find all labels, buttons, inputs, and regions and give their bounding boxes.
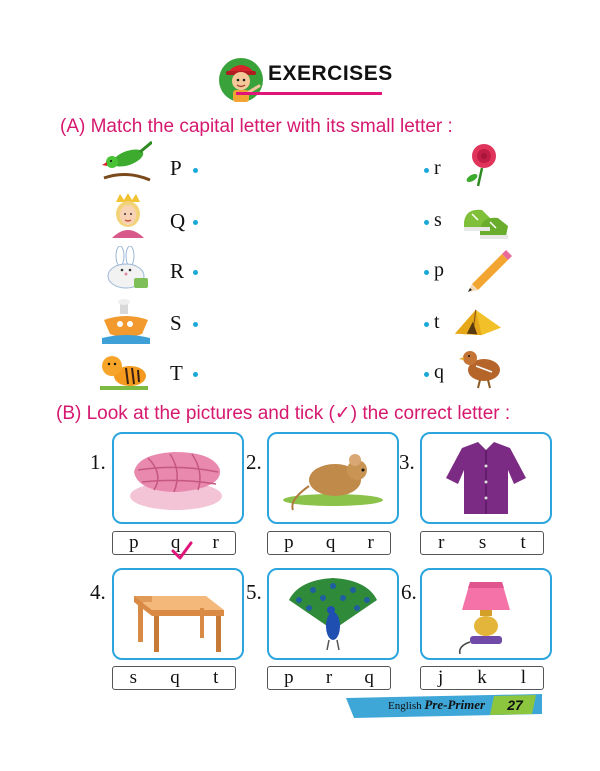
table-icon bbox=[114, 570, 242, 658]
capital-letter: Q bbox=[170, 209, 186, 233]
lamp-icon bbox=[422, 570, 550, 658]
peacock-icon bbox=[269, 570, 397, 658]
picture-box bbox=[267, 568, 399, 660]
shirt-icon bbox=[422, 434, 550, 522]
match-dot-left[interactable] bbox=[193, 220, 198, 225]
quail-bird-icon bbox=[456, 344, 508, 390]
title-underline bbox=[236, 92, 382, 95]
option-letter[interactable]: k bbox=[477, 667, 487, 688]
small-letter: r bbox=[434, 157, 441, 179]
picture-box bbox=[112, 568, 244, 660]
option-letter[interactable]: q bbox=[170, 532, 181, 553]
option-letter[interactable]: t bbox=[213, 667, 219, 688]
option-letter[interactable]: r bbox=[367, 532, 374, 553]
picture-box bbox=[420, 568, 552, 660]
picture-box bbox=[420, 432, 552, 524]
option-letter[interactable]: j bbox=[437, 667, 444, 688]
option-box bbox=[267, 531, 391, 555]
tick-mark-icon bbox=[170, 540, 194, 562]
rabbit-icon bbox=[100, 246, 152, 292]
small-letter: p bbox=[434, 259, 444, 281]
option-box bbox=[112, 666, 236, 690]
book-prefix: English bbox=[388, 700, 422, 712]
option-letter[interactable]: r bbox=[325, 667, 333, 688]
ship-icon bbox=[100, 298, 152, 344]
match-dot-left[interactable] bbox=[193, 168, 198, 173]
item-number: 1. bbox=[90, 450, 106, 474]
page-number: 27 bbox=[507, 697, 523, 713]
match-dot-left[interactable] bbox=[193, 322, 198, 327]
item-number: 4. bbox=[90, 580, 106, 604]
item-number: 3. bbox=[399, 450, 415, 474]
option-letter[interactable]: q bbox=[170, 667, 180, 688]
option-letter[interactable]: r bbox=[438, 532, 445, 553]
capital-letter: T bbox=[170, 361, 183, 385]
capital-letter: R bbox=[170, 259, 185, 283]
option-letter[interactable]: q bbox=[325, 532, 336, 553]
capital-letter: S bbox=[170, 311, 182, 335]
page-title: EXERCISES bbox=[268, 62, 393, 85]
match-dot-right[interactable] bbox=[424, 220, 429, 225]
picture-box bbox=[267, 432, 399, 524]
match-dot-right[interactable] bbox=[424, 372, 429, 377]
tent-icon bbox=[452, 298, 504, 344]
match-dot-right[interactable] bbox=[424, 322, 429, 327]
quilt-icon bbox=[114, 434, 242, 522]
option-letter[interactable]: p bbox=[284, 532, 294, 553]
small-letter: t bbox=[434, 311, 440, 333]
option-box bbox=[420, 531, 544, 555]
small-letter: s bbox=[434, 209, 442, 231]
match-dot-right[interactable] bbox=[424, 270, 429, 275]
option-letter[interactable]: l bbox=[520, 667, 526, 688]
match-dot-left[interactable] bbox=[193, 270, 198, 275]
capital-letter: P bbox=[170, 156, 182, 180]
option-letter[interactable]: p bbox=[284, 667, 294, 688]
queen-icon bbox=[102, 192, 154, 238]
match-dot-right[interactable] bbox=[424, 168, 429, 173]
rose-icon bbox=[460, 142, 512, 188]
shoes-icon bbox=[460, 196, 512, 242]
option-letter[interactable]: s bbox=[478, 532, 487, 553]
match-dot-left[interactable] bbox=[193, 372, 198, 377]
book-title bbox=[388, 697, 485, 713]
option-letter[interactable]: s bbox=[129, 667, 138, 688]
book-name: Pre-Primer bbox=[424, 697, 486, 712]
picture-box bbox=[112, 432, 244, 524]
parrot-icon bbox=[100, 140, 152, 186]
option-box bbox=[267, 666, 391, 690]
option-letter[interactable]: r bbox=[212, 532, 219, 553]
item-number: 6. bbox=[401, 580, 417, 604]
option-letter[interactable]: q bbox=[364, 667, 374, 688]
boy-mascot-icon bbox=[218, 56, 264, 104]
tiger-icon bbox=[98, 346, 150, 392]
item-number: 2. bbox=[246, 450, 262, 474]
small-letter: q bbox=[434, 361, 444, 383]
item-number: 5. bbox=[246, 580, 262, 604]
section-a-heading: (A) Match the capital letter with its small letter : bbox=[60, 116, 453, 137]
section-b-heading: (B) Look at the pictures and tick (✓) the correct letter : bbox=[56, 403, 511, 424]
pencil-icon bbox=[462, 246, 514, 292]
option-box bbox=[420, 666, 544, 690]
option-letter[interactable]: t bbox=[520, 532, 526, 553]
mouse-icon bbox=[269, 434, 397, 522]
option-letter[interactable]: p bbox=[129, 532, 139, 553]
